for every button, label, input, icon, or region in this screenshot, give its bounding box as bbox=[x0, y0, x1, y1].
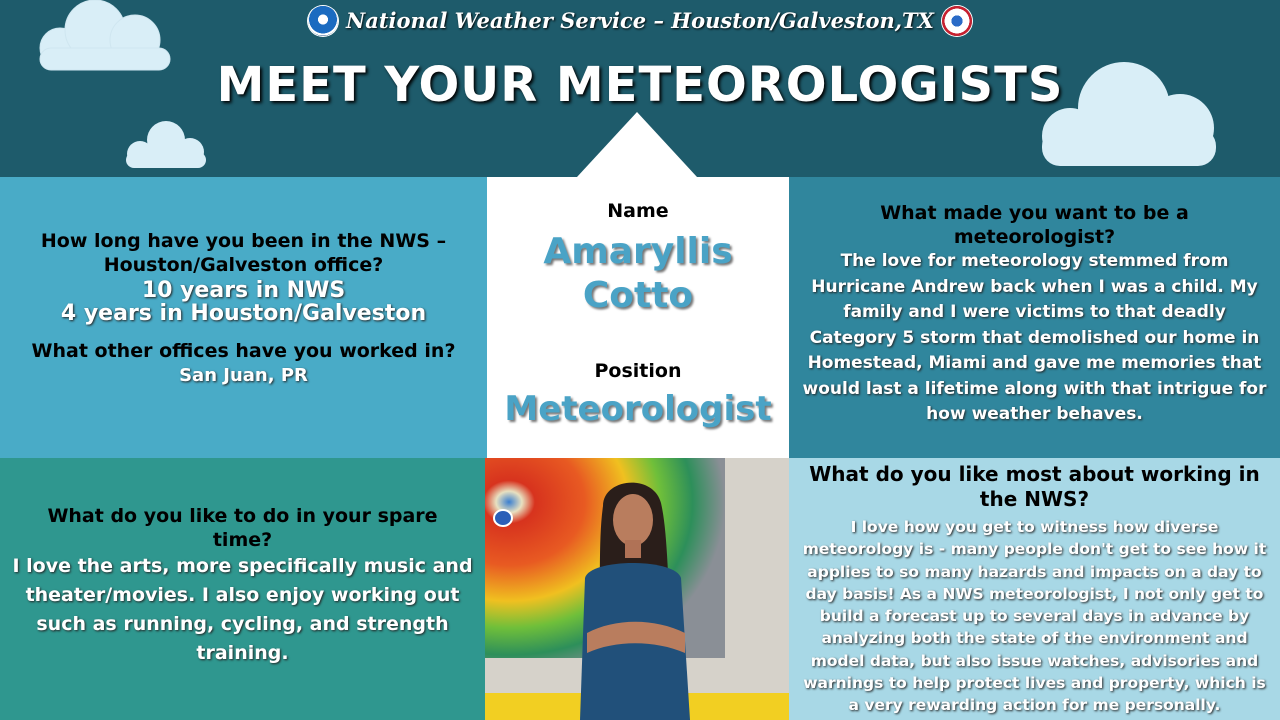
motivation-question: What made you want to be a meteorologist? bbox=[880, 202, 1189, 248]
roof-triangle bbox=[577, 112, 697, 177]
header-banner bbox=[0, 0, 1280, 177]
name-label: Name bbox=[607, 200, 669, 222]
last-name: Cotto bbox=[582, 275, 694, 316]
profile-panel bbox=[487, 177, 789, 458]
page-title: MEET YOUR METEOROLOGISTS bbox=[216, 57, 1064, 113]
motivation-panel bbox=[789, 177, 1280, 458]
spare-time-question: What do you like to do in your spare time? bbox=[47, 505, 438, 551]
spare-time-answer: I love the arts, more specifically music and theater/movies. I also enjoy working out such as running, cycling, and strength training. bbox=[12, 555, 473, 664]
cloud-icon bbox=[118, 118, 213, 170]
first-name: Amaryllis bbox=[543, 231, 733, 272]
favorite-question: What do you like most about working in the NWS? bbox=[809, 462, 1260, 511]
position-label: Position bbox=[594, 360, 682, 382]
org-line bbox=[0, 4, 1280, 38]
meteorologist-photo bbox=[485, 458, 789, 720]
tenure-answer-nws: 10 years in NWS bbox=[141, 278, 346, 303]
nws-logo-icon bbox=[942, 6, 972, 36]
favorite-panel bbox=[789, 458, 1280, 720]
tenure-answer-hgx: 4 years in Houston/Galveston bbox=[60, 301, 427, 326]
motivation-answer: The love for meteorology stemmed from Hurricane Andrew back when I was a child. My family and I were victims to that deadly Category 5 storm that demolished our home in Homestead, Miami and gave me memories that would last a lifetime along with that intrigue for how weather behaves. bbox=[802, 251, 1267, 424]
offices-answer: San Juan, PR bbox=[179, 365, 308, 386]
org-name: National Weather Service – Houston/Galveston,TX bbox=[346, 8, 934, 33]
spare-time-panel bbox=[0, 458, 485, 720]
office-panel bbox=[0, 177, 487, 458]
position-value: Meteorologist bbox=[504, 389, 772, 429]
portrait-image bbox=[485, 458, 789, 720]
offices-question: What other offices have you worked in? bbox=[31, 340, 456, 362]
tenure-question: How long have you been in the NWS – Houston/Galveston office? bbox=[40, 230, 447, 276]
noaa-logo-icon bbox=[308, 6, 338, 36]
favorite-answer: I love how you get to witness how diverse meteorology is - many people don't get to see how it applies to so many hazards and impacts on a day to day basis! As a NWS meteorologist, I not only get to build a forecast up to several days in advance by analyzing both the state of the environment and model data, but also issue watches, advisories and warnings to help protect lives and property, which is a very rewarding action for me personally. bbox=[802, 518, 1267, 715]
